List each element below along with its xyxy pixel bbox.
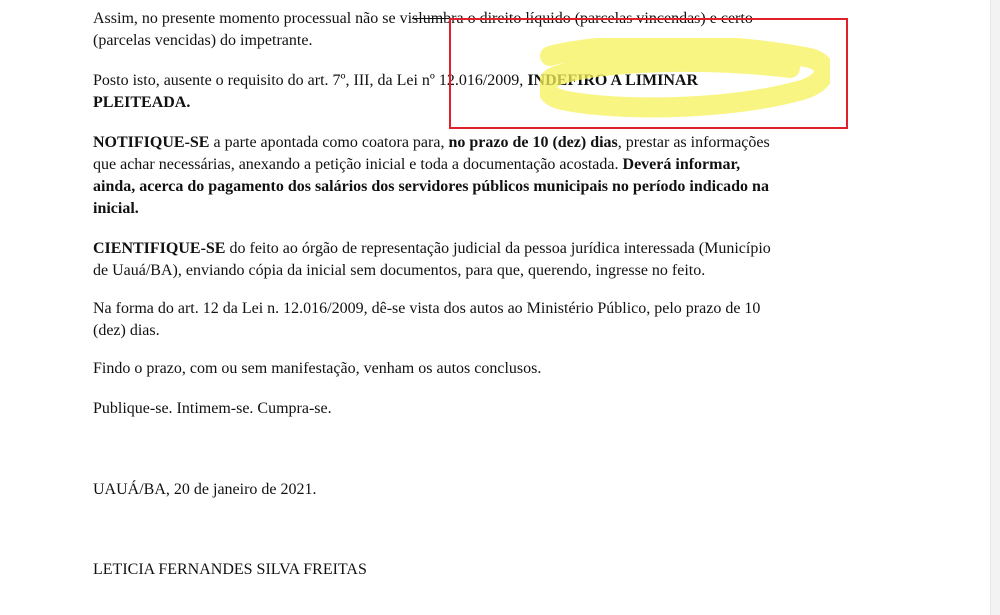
paragraph-posto-isto-cont: [93, 92, 190, 114]
signatory-name: LETICIA FERNANDES SILVA FREITAS: [93, 561, 367, 578]
instruction-text-end: inicial.: [93, 200, 139, 217]
text-run: que achar necessárias, anexando a petição inicial e toda a documentação acostada.: [93, 156, 619, 173]
text-run: (parcelas vencidas) do impetrante.: [93, 32, 313, 49]
paragraph-assim-cont: [93, 30, 312, 52]
date-line: [93, 479, 317, 501]
paragraph-notifique-l3: [93, 176, 863, 198]
text-run: Posto isto, ausente o requisito do art. 7º, III, da Lei nº 12.016/2009,: [93, 72, 524, 89]
paragraph-cientifique-l2: [93, 260, 705, 282]
paragraph-na-forma: [93, 298, 760, 320]
struck-text: slumbra o direito líquido (parcelas vincendas) e certo: [412, 10, 753, 27]
paragraph-publique: [93, 398, 332, 420]
text-run: do feito ao órgão de representação judicial da pessoa jurídica interessada (Município: [229, 240, 771, 257]
paragraph-notifique: [93, 132, 863, 154]
text-run: Assim, no presente momento processual não se vi: [93, 10, 413, 27]
instruction-text-cont: ainda, acerca do pagamento dos salários dos servidores públicos municipais no período indicado na: [93, 178, 769, 195]
instruction-text: Deverá informar,: [622, 156, 741, 173]
deadline-text: no prazo de 10 (dez) dias: [448, 134, 618, 151]
paragraph-assim: [93, 8, 863, 30]
paragraph-notifique-l2: [93, 154, 863, 176]
decision-text: INDEFIRO A LIMINAR: [527, 72, 698, 89]
paragraph-posto-isto: [93, 70, 863, 92]
text-run: (dez) dias.: [93, 322, 160, 339]
text-run: , prestar as informações: [617, 134, 770, 151]
text-run: Publique-se. Intimem-se. Cumpra-se.: [93, 400, 332, 417]
paragraph-cientifique: [93, 238, 863, 260]
paragraph-findo: [93, 358, 541, 380]
heading-cientifique: CIENTIFIQUE-SE: [93, 240, 226, 257]
decision-text-cont: PLEITEADA.: [93, 94, 191, 111]
text-run: Na forma do art. 12 da Lei n. 12.016/2009, dê-se vista dos autos ao Ministério Público, pelo prazo de 10: [93, 300, 761, 317]
paragraph-notifique-l4: [93, 198, 139, 220]
vertical-scrollbar[interactable]: [990, 0, 1000, 615]
paragraph-na-forma-l2: [93, 320, 160, 342]
text-run: de Uauá/BA), enviando cópia da inicial sem documentos, para que, querendo, ingresse no feito.: [93, 262, 706, 279]
text-run: a parte apontada como coatora para,: [213, 134, 445, 151]
signature-line: [93, 559, 367, 581]
heading-notifique: NOTIFIQUE-SE: [93, 134, 210, 151]
text-run: Findo o prazo, com ou sem manifestação, venham os autos conclusos.: [93, 360, 542, 377]
date-text: UAUÁ/BA, 20 de janeiro de 2021.: [93, 481, 317, 498]
